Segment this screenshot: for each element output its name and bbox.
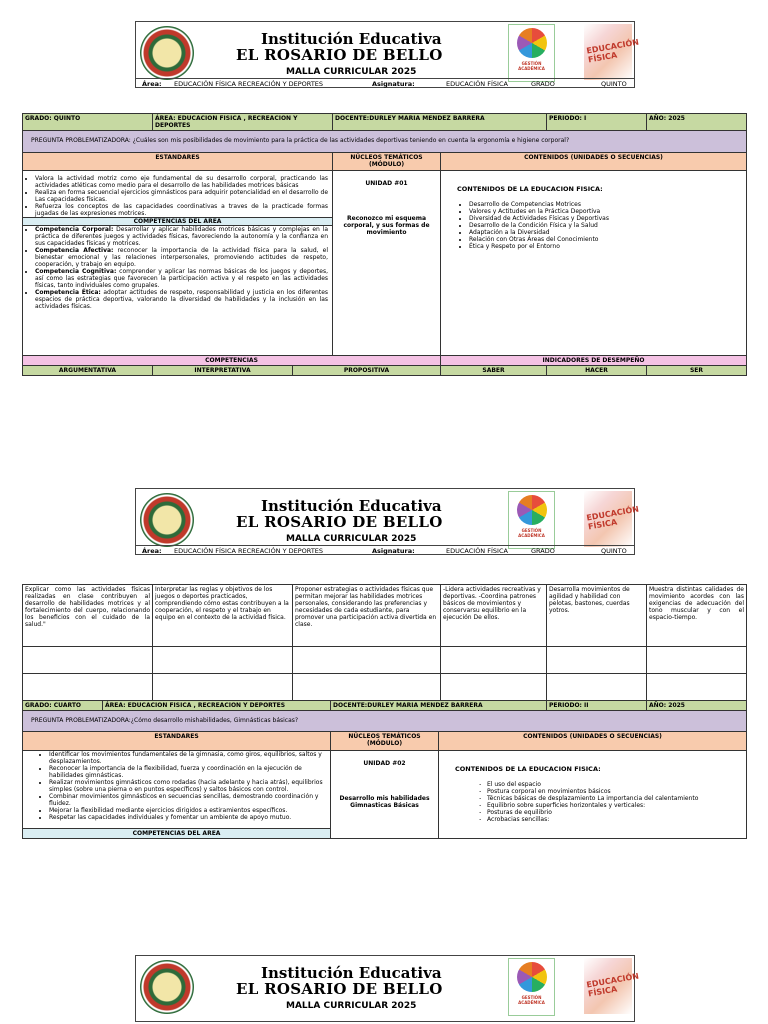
contenidos-header: CONTENIDOS (UNIDADES O SECUENCIAS) [441, 153, 747, 171]
saber-cell: -Lidera actividades recreativas y deportivas. -Coordina patrones básicos de movimientos y conservarsu equilibrio en la ejecución De ellos. [441, 585, 547, 647]
indicadores-header: INDICADORES DE DESEMPEÑO [441, 356, 747, 366]
school-seal-icon [140, 26, 194, 80]
curriculum-table-1 [22, 113, 747, 376]
list-item: • Diversidad de Actividades Físicas y Deportivas [469, 215, 744, 222]
list-item: • Competencia Ética: adoptar actitudes de respeto, responsabilidad y justicia en los diferentes espacios de práctica deportiva, valorando la diversidad de habilidades y la inclusión en las actividades físicas. [35, 289, 328, 310]
curriculum-table-2 [22, 700, 747, 839]
list-item: • Competencia Corporal: Desarrollar y aplicar habilidades motrices básicas y complejas en la práctica de diferentes juegos y actividades físicas, favoreciendo la autonomía y la confianza en sus capacidades físicas y motrices. [35, 226, 328, 247]
contenidos-cell: CONTENIDOS DE LA EDUCACION FISICA: - El uso del espacio - Postura corporal en movimientos básicos - Técnicas básicas de desplazamiento La importancia del calentamiento - Equilibrio sobre superficies horizontales y verticales: - Posturas de equilibrio - Acrobacias sencillas: [439, 751, 747, 839]
estandares-cell [23, 751, 331, 829]
anio-cell: AÑO: 2025 [647, 701, 747, 711]
area-row: Área: EDUCACIÓN FÍSICA RECREACIÓN Y DEPORTES Asignatura: EDUCACIÓN FÍSICA GRADO QUINTO [136, 78, 634, 89]
list-item: • Refuerza los conceptos de las capacidades coordinativas a traves de la practicade formas jugadas de las expresiones motrices. [35, 203, 328, 217]
flower-icon [517, 28, 547, 58]
pregunta-cell: PREGUNTA PROBLEMATIZADORA: ¿Cuáles son mis posibilidades de movimiento para la práctica de las actividades deportivas teniendo en cuenta la ergonomía e higiene corporal? [23, 131, 747, 153]
area-row: Área: EDUCACIÓN FÍSICA RECREACIÓN Y DEPORTES Asignatura: EDUCACIÓN FÍSICA GRADO QUINTO [136, 545, 634, 556]
flower-icon [517, 962, 547, 992]
nucleo-cell: UNIDAD #02 Desarrollo mis habilidades Gimnasticas Básicas [331, 751, 439, 839]
word-cloud-logo: EDUCACIÓN FÍSICA [584, 491, 632, 547]
grado-cell: GRADO: QUINTO [23, 114, 153, 131]
grado-cell: GRADO: CUARTO [23, 701, 103, 711]
list-item: - Acrobacias sencillas: [487, 816, 744, 823]
list-item: • Combinar movimientos gimnásticos en secuencias sencillas, demostrando coordinación y fluidez. [49, 793, 326, 807]
list-item: • Realizar movimientos gimnásticos como rodadas (hacia adelante y hacia atrás), equilibrios simples (sobre una pierna o en puntos específicos) y saltos básicos con control. [49, 779, 326, 793]
competencias-area-header: COMPETENCIAS DEL AREA [23, 217, 332, 226]
col-propositiva: PROPOSITIVA [293, 366, 441, 376]
pregunta-cell: PREGUNTA PROBLEMATIZADORA:¿Cómo desarrollo mishabilidades, Gimnásticas básicas? [23, 711, 747, 732]
estandares-cell [23, 171, 333, 356]
nucleos-header: NÚCLEOS TEMÁTICOS (MÓDULO) [333, 153, 441, 171]
propositiva-cell: Proponer estrategias o actividades físicas que permitan mejorar las habilidades motrices personales, considerando las preferencias y necesidades de cada estudiante, para promover una participación activa divertida en clase. [293, 585, 441, 647]
list-item: - Posturas de equilibrio [487, 809, 744, 816]
list-item: • Relación con Otras Áreas del Conocimiento [469, 236, 744, 243]
list-item: • Identificar los movimientos fundamentales de la gimnasia, como giros, equilibrios, saltos y desplazamientos. [49, 751, 326, 765]
list-item: - Equilibrio sobre superficies horizontales y verticales: [487, 802, 744, 809]
docente-cell: DOCENTE:DURLEY MARIA MENDEZ BARRERA [333, 114, 547, 131]
nucleo-cell: UNIDAD #01 Reconozco mi esquema corporal, y sus formas de movimiento [333, 171, 441, 356]
list-item: • Realiza en forma secuencial ejercicios gimnásticos para adquirir potencialidad en el desarrollo de Las capacidades físicas. [35, 189, 328, 203]
estandares-header: ESTANDARES [23, 732, 331, 751]
col-saber: SABER [441, 366, 547, 376]
competencias-header: COMPETENCIAS [23, 356, 441, 366]
area-cell: ÁREA: EDUCACION FISICA , RECREACION Y DEPORTES [153, 114, 333, 131]
flower-icon [517, 495, 547, 525]
word-cloud-logo: EDUCACIÓN FÍSICA [584, 24, 632, 80]
school-header [135, 21, 640, 88]
school-header: Institución Educativa EL ROSARIO DE BELLO MALLA CURRICULAR 2025 GESTIÓN ACADÉMICA EDUCACIÓN FÍSICA [135, 955, 635, 1022]
list-item: • Valores y Actitudes en la Práctica Deportiva [469, 208, 744, 215]
anio-cell: AÑO: 2025 [647, 114, 747, 131]
list-item: - El uso del espacio [487, 781, 744, 788]
header-line1: Institución Educativa [261, 30, 442, 48]
col-argumentativa: ARGUMENTATIVA [23, 366, 153, 376]
list-item: • Adaptación a la Diversidad [469, 229, 744, 236]
list-item: • Competencia Afectiva: reconocer la importancia de la actividad física para la salud, el bienestar emocional y las relaciones interpersonales, promoviendo actitudes de respeto, cooperación, y trabajo en equipo. [35, 247, 328, 268]
school-header: Institución Educativa EL ROSARIO DE BELLO MALLA CURRICULAR 2025 GESTIÓN ACADÉMICA EDUCACIÓN FÍSICA Área: EDUCACIÓN FÍSICA RECREACIÓN Y DEPORTES Asignatura: EDUCACIÓN FÍSICA GRADO QUINTO [135, 488, 635, 555]
contenidos-header: CONTENIDOS (UNIDADES O SECUENCIAS) [439, 732, 747, 751]
estandares-header: ESTANDARES [23, 153, 333, 171]
interpretativa-cell: Interpretar las reglas y objetivos de los juegos o deportes practicados, comprendiendo cómo estas contribuyen a la cooperación, el respeto y el trabajo en equipo en el contexto de la actividad física. [153, 585, 293, 647]
gestion-logo: GESTIÓN ACADÉMICA [508, 491, 555, 549]
list-item: • Desarrollo de Competencias Motrices [469, 201, 744, 208]
gestion-logo: GESTIÓN ACADÉMICA [508, 24, 555, 82]
col-interpretativa: INTERPRETATIVA [153, 366, 293, 376]
list-item: • Desarrollo de la Condición Física y la Salud [469, 222, 744, 229]
contenidos-cell: CONTENIDOS DE LA EDUCACION FISICA: • Desarrollo de Competencias Motrices • Valores y Actitudes en la Práctica Deportiva • Diversidad de Actividades Físicas y Deportivas • Desarrollo de la Condición Física y la Salud • Adaptación a la Diversidad • Relación con Otras Áreas del Conocimiento • Ética y Respeto por el Entorno [441, 171, 747, 356]
list-item: • Reconocer la importancia de la flexibilidad, fuerza y coordinación en la ejecución de habilidades gimnásticas. [49, 765, 326, 779]
list-item: - Técnicas básicas de desplazamiento La importancia del calentamiento [487, 795, 744, 802]
school-seal-icon [140, 960, 194, 1014]
periodo-cell: PERIODO: II [547, 701, 647, 711]
col-hacer: HACER [547, 366, 647, 376]
col-ser: SER [647, 366, 747, 376]
nucleos-header: NÚCLEOS TEMÁTICOS (MÓDULO) [331, 732, 439, 751]
list-item: • Valora la actividad motriz como eje fundamental de su desarrollo corporal, practicando las actividades atléticas como medio para el desarrollo de las habilidades motrices básicas [35, 175, 328, 189]
indicadores-table [22, 584, 747, 701]
periodo-cell: PERIODO: I [547, 114, 647, 131]
area-cell: ÁREA: EDUCACION FISICA , RECREACION Y DEPORTES [103, 701, 331, 711]
list-item: • Ética y Respeto por el Entorno [469, 243, 744, 250]
hacer-cell: Desarrolla movimientos de agilidad y habilidad con pelotas, bastones, cuerdas yotros. [547, 585, 647, 647]
list-item: • Competencia Cognitiva: comprender y aplicar las normas básicas de los juegos y deportes, así como las estrategias que favorecen la participación activa y el respeto en las actividades físicas, tanto individuales como grupales. [35, 268, 328, 289]
list-item: • Respetar las capacidades individuales y fomentar un ambiente de apoyo mutuo. [49, 814, 326, 821]
argumentativa-cell: Explicar como las actividades físicas realizadas en clase contribuyen al desarrollo de habilidades motrices y al fortalecimiento del cuerpo, relacionando los beneficios con el cuidado de la salud." [23, 585, 153, 647]
header-line2: EL ROSARIO DE BELLO [236, 46, 443, 64]
school-seal-icon [140, 493, 194, 547]
ser-cell: Muestra distintas calidades de movimiento acordes con las exigencias de adecuación del tono muscular y con el espacio-tiempo. [647, 585, 747, 647]
gestion-logo: GESTIÓN ACADÉMICA [508, 958, 555, 1016]
word-cloud-logo: EDUCACIÓN FÍSICA [584, 958, 632, 1014]
list-item: • Mejorar la flexibilidad mediante ejercicios dirigidos a estiramientos específicos. [49, 807, 326, 814]
competencias-area-header: COMPETENCIAS DEL AREA [23, 829, 331, 839]
malla-title: MALLA CURRICULAR 2025 [286, 67, 417, 77]
list-item: - Postura corporal en movimientos básicos [487, 788, 744, 795]
docente-cell: DOCENTE:DURLEY MARIA MENDEZ BARRERA [331, 701, 547, 711]
